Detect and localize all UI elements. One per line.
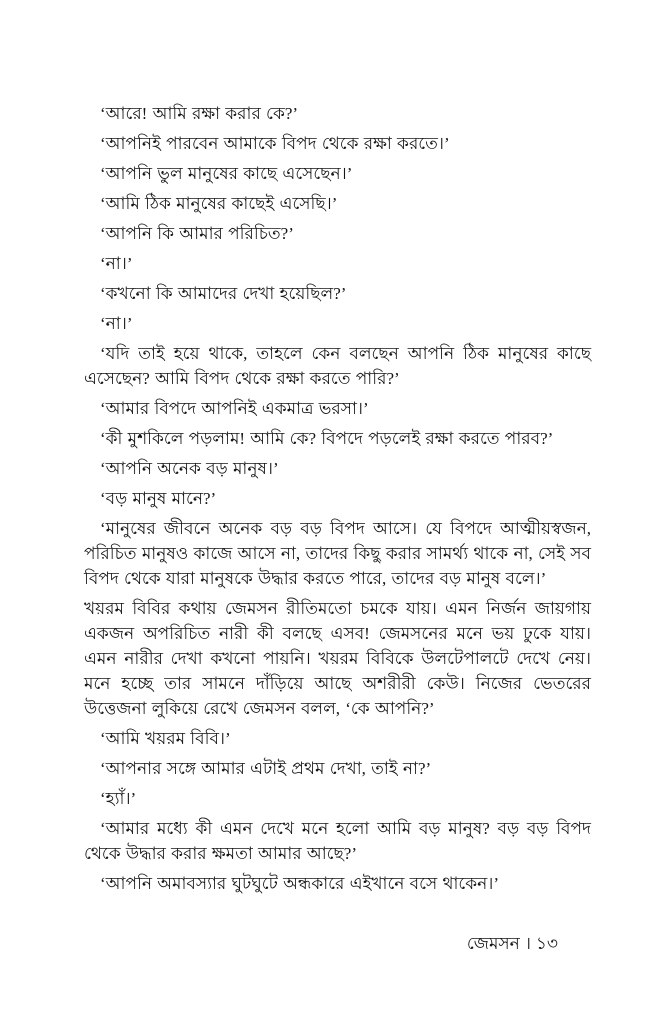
paragraph: ‘মানুষের জীবনে অনেক বড় বড় বিপদ আসে। যে বিপদে আত্মীয়স্বজন, পরিচিত মানুষও কাজে আসে না, তাদের কিছু করার সামর্থ্য থাকে না, সেই সব বিপদ থেকে যারা মানুষকে উদ্ধার করতে পারে, তাদের বড় মানুষ বলে।’	[84, 519, 591, 588]
paragraph: ‘আমার বিপদে আপনিই একমাত্র ভরসা।’	[100, 399, 369, 418]
paragraph: ‘আপনি কি আমার পরিচিত?’	[100, 224, 294, 243]
paragraph: ‘কী মুশকিলে পড়লাম! আমি কে? বিপদে পড়লেই রক্ষা করতে পারব?’	[100, 429, 554, 448]
page-number: ১৩	[535, 934, 558, 953]
page-footer	[467, 931, 558, 956]
paragraph: ‘আরে! আমি রক্ষা করার কে?’	[100, 104, 299, 123]
paragraph: ‘আমার মধ্যে কী এমন দেখে মনে হলো আমি বড় মানুষ? বড় বড় বিপদ থেকে উদ্ধার করার ক্ষমতা আমার আছে?’	[84, 819, 591, 863]
paragraph: খয়রম বিবির কথায় জেমসন রীতিমতো চমকে যায়। এমন নির্জন জায়গায় একজন অপরিচিত নারী কী বলছে এসব! জেমসনের মনে ভয় ঢুকে যায়। এমন নারীর দেখা কখনো পায়নি। খয়রম বিবিকে উলটেপালটে দেখে নেয়। মনে হচ্ছে তার সামনে দাঁড়িয়ে আছে অশরীরী কেউ। নিজের ভেতরের উত্তেজনা লুকিয়ে রেখে জেমসন বলল, ‘কে আপনি?’	[84, 599, 591, 718]
paragraph: ‘আমি খয়রম বিবি।’	[100, 729, 231, 748]
paragraph: ‘আপনার সঙ্গে আমার এটাই প্রথম দেখা, তাই না?’	[100, 759, 432, 778]
paragraph: ‘যদি তাই হয়ে থাকে, তাহলে কেন বলছেন আপনি ঠিক মানুষের কাছে এসেছেন? আমি বিপদ থেকে রক্ষা করতে পারি?’	[84, 344, 591, 388]
footer-separator: ।	[524, 934, 531, 953]
paragraph: ‘আমি ঠিক মানুষের কাছেই এসেছি।’	[100, 194, 338, 213]
paragraph: ‘কখনো কি আমাদের দেখা হয়েছিল?’	[100, 284, 347, 303]
paragraph: ‘না।’	[100, 314, 133, 333]
paragraph: ‘আপনি অমাবস্যার ঘুটঘুটে অন্ধকারে এইখানে বসে থাকেন।’	[100, 874, 500, 893]
page-text-body	[84, 101, 591, 901]
paragraph: ‘হ্যাঁ।’	[100, 789, 137, 808]
running-title: জেমসন	[466, 934, 520, 953]
paragraph: ‘বড় মানুষ মানে?’	[100, 489, 217, 508]
paragraph: ‘আপনিই পারবেন আমাকে বিপদ থেকে রক্ষা করতে।’	[100, 134, 450, 153]
paragraph: ‘আপনি ভুল মানুষের কাছে এসেছেন।’	[100, 164, 353, 183]
paragraph: ‘না।’	[100, 254, 133, 273]
paragraph: ‘আপনি অনেক বড় মানুষ।’	[100, 459, 279, 478]
